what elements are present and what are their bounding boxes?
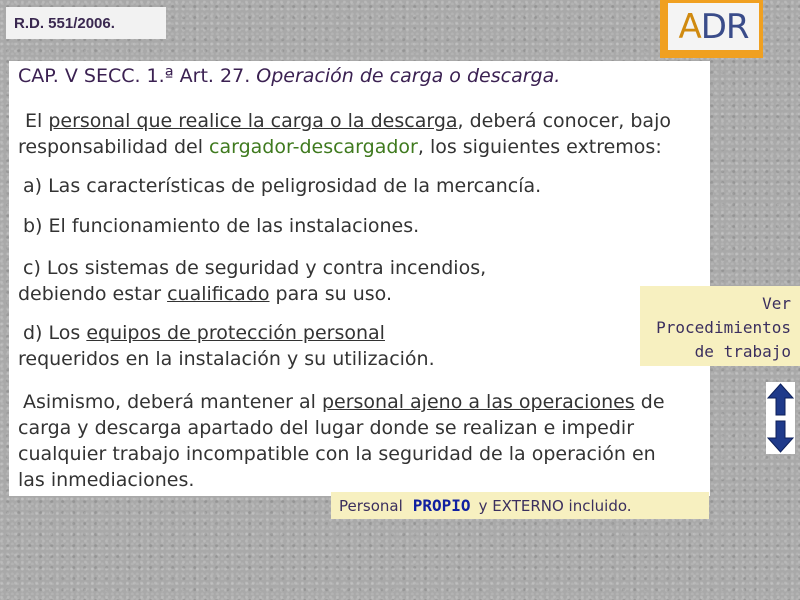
content-panel: [9, 61, 710, 496]
closing-line-3: cualquier trabajo incompatible con la seguridad de la operación en: [18, 443, 656, 465]
title-italic: Operación de carga o descarga.: [256, 65, 561, 87]
propio-highlight: PROPIO: [412, 496, 471, 515]
rd-label: R.D. 551/2006.: [6, 7, 166, 39]
procedures-link-line-1: Ver: [762, 294, 791, 313]
underlined-cualificado: cualificado: [167, 283, 270, 305]
closing-line-1: Asimismo, deberá mantener al personal ajeno a las operaciones de: [23, 391, 665, 413]
arrow-up-icon[interactable]: [766, 382, 795, 418]
adr-logo-dr: DR: [700, 6, 749, 47]
closing-line-2: carga y descarga apartado del lugar donde se realizan e impedir: [18, 417, 635, 439]
underlined-personal-ajeno: personal ajeno a las operaciones: [321, 391, 635, 413]
cargador-descargador: cargador-descargador: [209, 136, 418, 158]
arrow-down-icon[interactable]: [766, 418, 795, 454]
item-d-line-2: requeridos en la instalación y su utilización.: [18, 348, 435, 370]
closing-line-4: las inmediaciones.: [18, 469, 195, 491]
item-d-line-1: d) Los equipos de protección personal: [23, 322, 385, 344]
intro-line-1: El personal que realice la carga o la descarga, deberá conocer, bajo: [25, 110, 671, 132]
adr-logo: [660, 0, 763, 58]
title-prefix: CAP. V SECC. 1.ª Art. 27.: [18, 65, 251, 87]
adr-logo-a: A: [678, 6, 701, 47]
item-c-line-2: debiendo estar cualificado para su uso.: [18, 283, 393, 305]
underlined-personal: personal que realice la carga o la descarga: [48, 110, 458, 132]
procedures-link[interactable]: [640, 286, 800, 366]
item-b: b) El funcionamiento de las instalaciones.: [23, 215, 420, 237]
scope-note: Personal PROPIO y EXTERNO incluido.: [331, 492, 709, 519]
item-c-line-1: c) Los sistemas de seguridad y contra incendios,: [23, 257, 487, 279]
procedures-link-line-2: Procedimientos: [656, 318, 791, 337]
item-a: a) Las características de peligrosidad de la mercancía.: [23, 175, 542, 197]
intro-line-2: responsabilidad del cargador-descargador, los siguientes extremos:: [18, 136, 662, 158]
page-title: [18, 65, 560, 87]
nav-arrows: [766, 382, 795, 454]
underlined-equipos: equipos de protección personal: [86, 322, 385, 344]
procedures-link-line-3: de trabajo: [694, 342, 791, 361]
